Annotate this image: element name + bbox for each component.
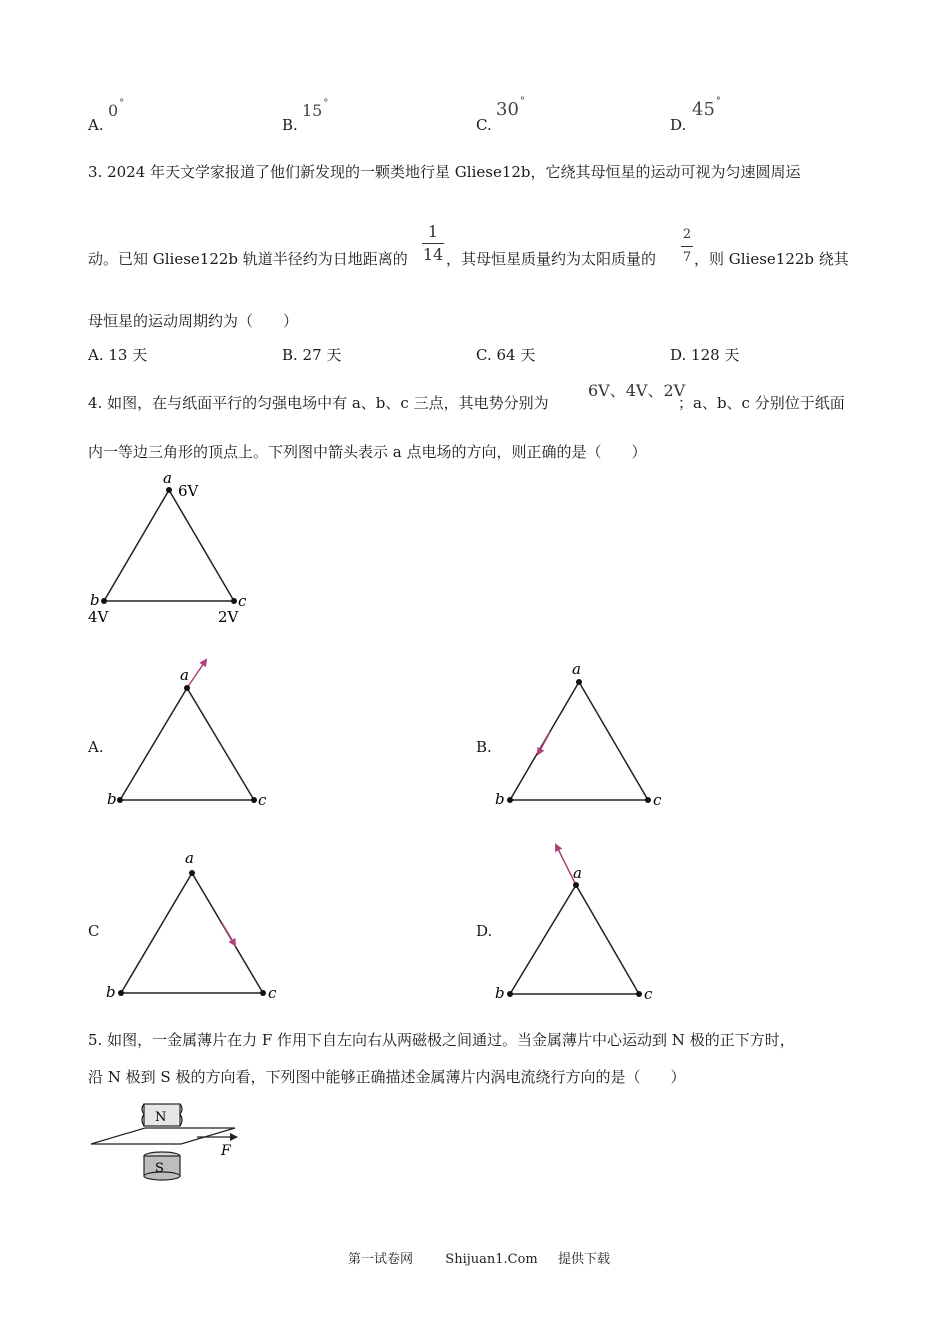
q3-option-b: B. 27 天: [282, 346, 342, 364]
point-a: [189, 870, 195, 876]
q3-fraction-2: 2 7: [682, 227, 692, 265]
label-a: a: [185, 849, 194, 867]
q3-line3: 母恒星的运动周期约为（ ）: [88, 312, 299, 330]
footer: [348, 1248, 610, 1267]
q2-option-c-value: 30°: [496, 96, 525, 120]
q3-line2-c: ，则 Gliese122b 绕其: [694, 250, 849, 268]
point-c: [636, 991, 642, 997]
q5-line2: 沿 N 极到 S 极的方向看，下列图中能够正确描述金属薄片内涡电流绕行方向的是（ ）: [88, 1068, 686, 1086]
point-b: [101, 598, 107, 604]
label-b: b: [106, 983, 116, 1001]
point-b: [118, 990, 124, 996]
q4-line2: 内一等边三角形的顶点上。下列图中箭头表示 a 点电场的方向，则正确的是（ ）: [88, 443, 647, 461]
q5-line1: 5. 如图，一金属薄片在力 F 作用下自左向右从两磁极之间通过。当金属薄片中心运动到 N 极的正下方时，: [88, 1031, 795, 1049]
label-a: a: [573, 864, 582, 882]
q5-magnet-figure: [85, 1098, 255, 1188]
point-c: [231, 598, 237, 604]
q3-option-d: D. 128 天: [670, 346, 740, 364]
q3-line2-a: 动。已知 Gliese122b 轨道半径约为日地距离的: [88, 250, 408, 268]
q4-option-d-label: D.: [476, 922, 493, 940]
q2-option-d-value: 45°: [692, 96, 721, 120]
q4-option-c-label: C: [88, 922, 100, 940]
label-b: b: [495, 984, 505, 1002]
q2-option-b-value: 15°: [302, 98, 329, 120]
label-c: c: [268, 984, 277, 1002]
q4-line1-b: ；a、b、c 分别位于纸面: [678, 394, 845, 412]
q4-line1-a: 4. 如图，在与纸面平行的匀强电场中有 a、b、c 三点，其电势分别为: [88, 394, 549, 412]
n-pole-magnet: [142, 1104, 182, 1126]
q2-option-b: B.: [282, 116, 298, 134]
triangle: [121, 873, 263, 993]
potential-b: 4V: [88, 608, 109, 626]
n-label: N: [155, 1110, 167, 1125]
point-a: [573, 882, 579, 888]
potential-c: 2V: [218, 608, 239, 626]
label-c: c: [238, 592, 247, 610]
point-c: [645, 797, 651, 803]
q4-option-d-figure: [490, 835, 680, 1010]
triangle: [510, 682, 648, 800]
q3-line1: 3. 2024 年天文学家报道了他们新发现的一颗类地行星 Gliese12b，它绕其母恒星的运动可视为匀速圆周运: [88, 163, 801, 181]
metal-sheet: [91, 1128, 235, 1144]
label-c: c: [258, 791, 267, 809]
q4-option-a-label: A.: [88, 738, 104, 756]
field-arrow: [222, 923, 235, 945]
label-a: a: [572, 660, 581, 678]
q3-fraction-1: 1 14: [422, 222, 444, 264]
q2-option-a: [88, 115, 104, 135]
footer-domain: Shijuan1.Com: [445, 1252, 538, 1267]
point-a: [576, 679, 582, 685]
q2-option-d: D.: [670, 116, 687, 134]
triangle: [104, 490, 234, 601]
s-pole-magnet: [144, 1152, 180, 1180]
q3-option-c: C. 64 天: [476, 346, 536, 364]
q4-option-b-label: B.: [476, 738, 492, 756]
q3-option-a: A. 13 天: [88, 346, 148, 364]
point-b: [507, 991, 513, 997]
point-a: [184, 685, 190, 691]
footer-action: 提供下载: [558, 1252, 611, 1267]
q2-option-a-value: 0°: [108, 98, 125, 120]
force-label: F: [221, 1143, 231, 1159]
triangle: [510, 885, 639, 994]
q4-option-c-figure: [100, 845, 290, 1010]
q2-option-c: C.: [476, 116, 492, 134]
potential-a: 6V: [178, 482, 199, 500]
label-a: a: [163, 469, 172, 487]
footer-site: 第一试卷网: [348, 1252, 414, 1267]
s-label: S: [155, 1161, 164, 1176]
q4-main-figure: [80, 465, 280, 635]
label-b: b: [495, 790, 505, 808]
triangle: [120, 688, 254, 800]
label-c: c: [653, 791, 662, 809]
point-a: [166, 487, 172, 493]
point-b: [507, 797, 513, 803]
label-a: a: [180, 666, 189, 684]
option-label: A.: [88, 116, 104, 134]
point-c: [251, 797, 257, 803]
label-c: c: [644, 985, 653, 1003]
point-c: [260, 990, 266, 996]
q3-line2-b: ，其母恒星质量约为太阳质量的: [446, 250, 657, 268]
q4-potentials: 6V、4V、2V: [588, 381, 686, 400]
q4-option-b-figure: [490, 650, 680, 820]
label-b: b: [90, 591, 100, 609]
q4-option-a-figure: [100, 650, 290, 820]
field-arrow: [538, 732, 550, 754]
point-b: [117, 797, 123, 803]
field-arrow: [187, 660, 206, 688]
label-b: b: [107, 790, 117, 808]
